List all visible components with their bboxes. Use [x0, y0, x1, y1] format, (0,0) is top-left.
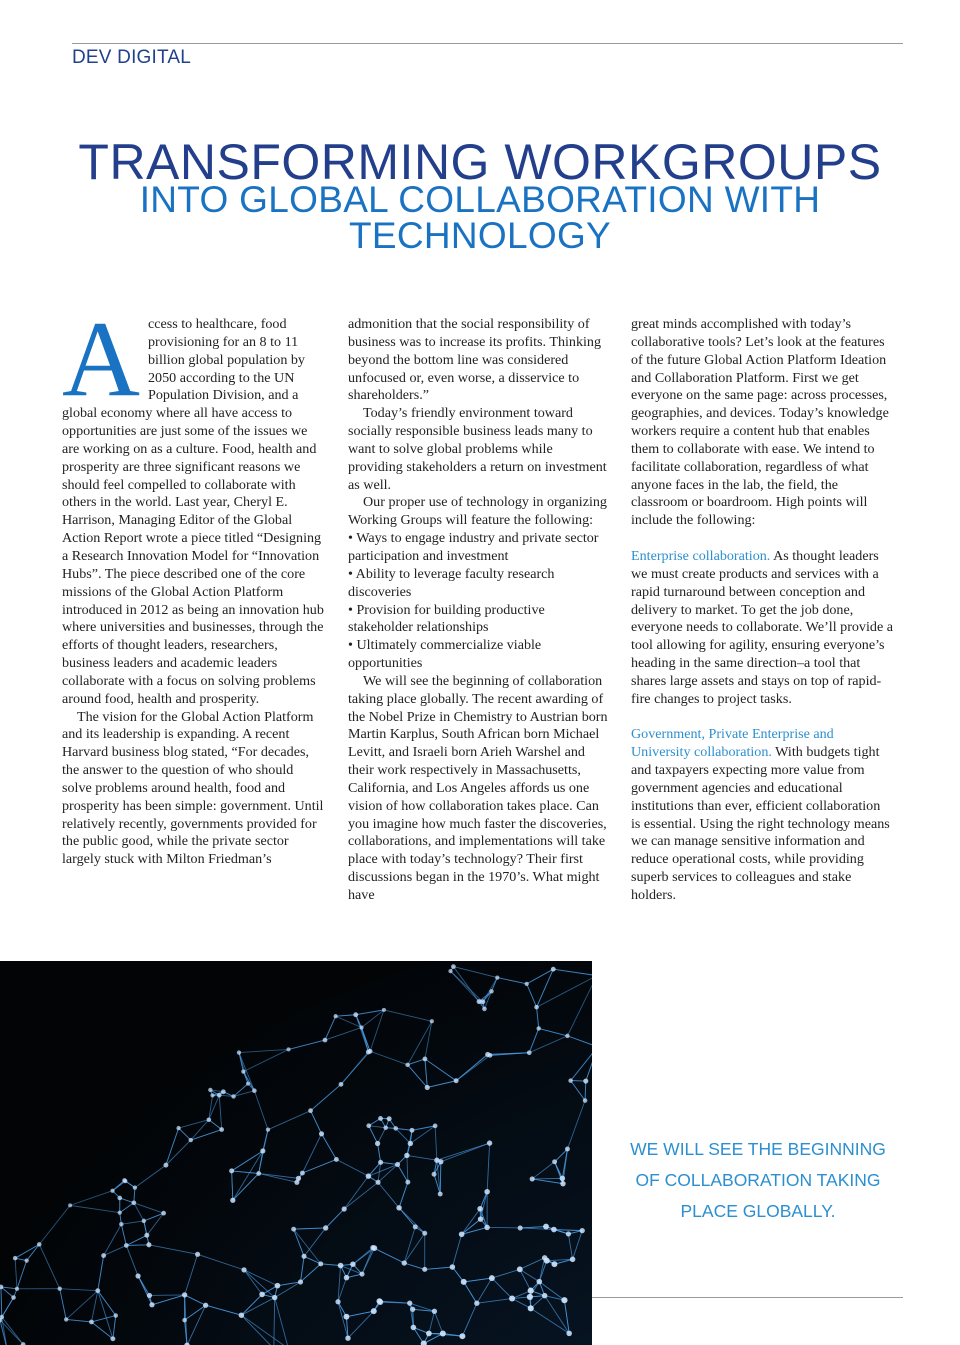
network-node: [583, 1098, 588, 1103]
header-rule: [72, 43, 903, 44]
paragraph-spacer: [631, 530, 893, 548]
network-node: [495, 975, 499, 979]
network-node: [335, 1299, 340, 1304]
network-node: [308, 1108, 313, 1113]
network-node: [527, 1294, 533, 1300]
bullet-item: • Provision for building productive stakeholder relationships: [348, 601, 545, 636]
network-node: [122, 1178, 127, 1183]
network-node: [422, 1231, 427, 1236]
network-node: [368, 1049, 373, 1054]
article-column-2: [348, 316, 611, 905]
network-node: [133, 1185, 137, 1189]
network-node: [383, 1125, 388, 1130]
network-node: [528, 1305, 534, 1311]
pull-quote-line-1: WE WILL SEE THE BEGINNING: [630, 1139, 886, 1159]
network-node: [451, 964, 456, 969]
network-node: [131, 1200, 136, 1205]
network-node: [372, 1245, 378, 1251]
network-node: [459, 1333, 465, 1339]
network-node: [484, 1225, 490, 1231]
network-node: [509, 1296, 515, 1302]
network-node: [345, 1336, 350, 1341]
paragraph: The vision for the Global Action Platform and its leadership is expanding. A recent Harvard business blog stated, “For decades, the answer to the question of who should solve problems around health, food and prosperity has been simple: government. Until relatively recently, governments provided for the public good, while the private sector largely stuck with Milton Friedman’s: [62, 708, 324, 868]
network-node: [189, 1138, 193, 1142]
network-node: [405, 1180, 410, 1185]
network-node: [518, 1225, 523, 1230]
network-node: [149, 1302, 154, 1307]
bullet-item: • Ways to engage industry and private sector participation and investment: [348, 530, 599, 564]
network-node: [147, 1293, 152, 1298]
network-node: [163, 1163, 168, 1168]
network-node: [323, 1038, 328, 1043]
network-node: [291, 1227, 296, 1232]
network-node: [144, 1233, 149, 1238]
paragraph: great minds accomplished with today’s collaborative tools? Let’s look at the features of the future Global Action Platform Ideation and Collaboration Platform. First we get everyone on the same page: across processes, geographies, and devices. Today’s knowledge workers require a content hub that enables them to collaborate with ease. We intend to facilitate collaboration, regardless of what anyone faces in the lab, the field, the classroom or boardroom. High points will include the following:: [631, 316, 889, 529]
bullet-item: • Ability to leverage faculty research discoveries: [348, 565, 555, 600]
network-node: [110, 1189, 114, 1193]
network-node: [485, 1052, 490, 1057]
network-node: [182, 1318, 187, 1323]
network-globe-image: [0, 961, 592, 1345]
network-node: [405, 1063, 410, 1068]
network-node: [359, 1271, 364, 1276]
section-label: DEV DIGITAL: [72, 47, 192, 68]
paragraph: [631, 548, 893, 709]
network-node: [454, 1078, 459, 1083]
network-node: [217, 1093, 222, 1098]
network-node: [95, 1288, 100, 1293]
paragraph: Today’s friendly environment toward socially responsible business leads many to want to solve global problems while providing stakeholders a return on investment as well.: [348, 405, 607, 493]
network-node: [438, 1159, 443, 1164]
pull-quote-line-3: PLACE GLOBALLY.: [680, 1201, 836, 1221]
network-node: [58, 1287, 62, 1291]
network-node: [583, 1078, 588, 1083]
network-node: [396, 1205, 401, 1210]
network-node: [339, 1082, 344, 1087]
network-node: [527, 1050, 532, 1055]
network-node: [551, 967, 556, 972]
network-node: [301, 1254, 306, 1259]
network-node: [11, 1295, 16, 1300]
network-node: [203, 1303, 208, 1308]
network-node: [300, 1171, 305, 1176]
page-title: TRANSFORMING WORKGROUPS: [78, 134, 882, 190]
network-node: [256, 1171, 261, 1176]
network-node: [272, 1295, 277, 1300]
network-node: [146, 1242, 151, 1247]
network-node: [246, 1082, 250, 1086]
network-node: [338, 1263, 344, 1269]
network-node: [482, 1007, 487, 1012]
network-node: [182, 1292, 187, 1297]
subheading: Enterprise collaboration.: [631, 547, 771, 564]
network-node: [430, 1019, 434, 1023]
network-node: [407, 1301, 412, 1306]
network-node: [298, 1279, 303, 1284]
network-node: [366, 1173, 371, 1178]
network-node: [114, 1313, 118, 1317]
network-node: [410, 1128, 415, 1133]
network-node: [135, 1273, 140, 1278]
network-link: [532, 1178, 562, 1179]
network-node: [210, 1093, 214, 1097]
network-node: [423, 1057, 428, 1062]
network-node: [208, 1088, 212, 1092]
network-node: [229, 1168, 234, 1173]
network-node: [375, 1141, 380, 1146]
paragraph: ccess to healthcare, food provisioning for an 8 to 11 billion global population by 2050 according to the UN Population Division, and a global economy where all have access to opportunities are just some of the issues we are working on as a culture. Food, health and prosperity are three significant reasons we should feel compelled to collaborate with others in the world. Last year, Cheryl E. Harrison, Managing Editor of the Global Action Report wrote a piece titled “Designing a Research Innovation Model for “Innovation Hubs”. The piece described one of the core missions of the Global Action Platform introduced in 2012 as being an innovation hub where universities and businesses, through the efforts of thought leaders, researchers, business leaders and academic leaders collaborate with a focus on solving problems around food, health and prosperity.: [62, 316, 324, 707]
network-node: [433, 1124, 438, 1129]
network-node: [13, 1256, 17, 1260]
network-node: [438, 1192, 443, 1197]
network-node: [450, 1264, 456, 1270]
network-node: [542, 1293, 548, 1299]
network-node: [195, 1252, 200, 1257]
network-node: [537, 1279, 543, 1285]
network-node: [318, 1261, 323, 1266]
network-node: [231, 1094, 235, 1098]
network-node: [560, 1176, 566, 1182]
network-node: [366, 1123, 371, 1128]
subheading: Government, Private Enterprise and University collaboration.: [631, 726, 834, 761]
network-node: [353, 1012, 358, 1017]
network-node: [294, 1180, 299, 1185]
network-node: [440, 1331, 446, 1337]
network-node: [568, 1078, 573, 1083]
network-node: [566, 1231, 571, 1236]
network-node: [530, 1176, 535, 1181]
network-node: [489, 1275, 495, 1281]
network-node: [319, 1131, 324, 1136]
network-node: [64, 1317, 68, 1321]
network-node: [376, 1180, 381, 1185]
network-node: [221, 1089, 226, 1094]
network-node: [395, 1162, 400, 1167]
paragraph: [631, 726, 893, 904]
network-node: [342, 1206, 347, 1211]
network-node: [25, 1258, 29, 1262]
network-node: [404, 1153, 409, 1158]
network-node: [344, 1275, 350, 1281]
network-node: [378, 1160, 383, 1165]
page-subtitle: [0, 179, 960, 256]
paragraph: Our proper use of technology in organizing Working Groups will feature the following:: [348, 494, 607, 529]
network-node: [408, 1141, 413, 1146]
network-node: [544, 1258, 550, 1264]
network-node: [230, 1198, 235, 1203]
network-node: [566, 1331, 572, 1337]
paragraph: admonition that the social responsibility of business was to increase its profits. Thinking beyond the bottom line was considered unfocused or, even worse, a disservice to shareholders.”: [348, 316, 602, 404]
network-node: [237, 1050, 241, 1054]
subtitle-line-2: TECHNOLOGY: [348, 215, 612, 256]
network-node: [487, 1140, 492, 1145]
network-node: [359, 1025, 363, 1029]
drop-cap: A: [62, 300, 140, 419]
article-column-3: [631, 316, 893, 905]
network-node: [410, 1307, 415, 1312]
paragraph: We will see the beginning of collaboration taking place globally. The recent awarding of the Nobel Prize in Chemistry to Austrian born Martin Karplus, South African born Michael Levitt, and Israeli born Arieh Warshel and their work respectively in Massachusetts, California, and Los Angeles affords us one vision of how collaboration takes place. Can you imagine how much faster the discoveries, collaborations, and implementations will take place with today’s technology? Their first discussions began in the 1970’s. What might have: [348, 672, 608, 903]
network-node: [478, 1216, 483, 1221]
network-node: [252, 1088, 257, 1093]
network-node: [239, 1312, 245, 1318]
network-node: [448, 969, 452, 973]
network-node: [118, 1210, 122, 1214]
network-node: [413, 1224, 418, 1229]
network-node: [378, 1116, 383, 1121]
network-node: [387, 1116, 392, 1121]
network-node: [402, 1260, 407, 1265]
network-node: [382, 1008, 386, 1012]
network-node: [461, 1279, 467, 1285]
network-node: [565, 1034, 569, 1038]
network-node: [570, 1257, 576, 1263]
network-node: [393, 1126, 398, 1131]
pull-quote: [612, 1134, 904, 1227]
network-node: [334, 1014, 338, 1018]
network-node: [266, 1127, 270, 1131]
network-node: [422, 1267, 427, 1272]
paragraph-spacer: [631, 709, 893, 727]
network-node: [101, 1253, 106, 1258]
network-node: [275, 1283, 281, 1289]
network-node: [543, 1224, 549, 1230]
network-node: [528, 1288, 534, 1294]
network-node: [350, 1261, 356, 1267]
network-node: [561, 1297, 567, 1303]
network-node: [37, 1242, 42, 1247]
network-node: [432, 1172, 437, 1177]
network-node: [525, 982, 529, 986]
network-node: [552, 1159, 557, 1164]
network-node: [260, 1148, 265, 1153]
network-node: [142, 1219, 146, 1223]
network-node: [241, 1267, 246, 1272]
network-node: [474, 1301, 479, 1306]
bullet-item: • Ultimately commercialize viable opportunities: [348, 637, 542, 672]
paragraph-text: As thought leaders we must create products and services with a rapid turnaround between conception and delivery to market. To get the job done, everyone needs to collaborate. We’ll provide a tool allowing for agility, ensuring everyone’s heading in the same direction–a tool that shares large assets and stays on top of rapid-fire changes to project tasks.: [631, 547, 893, 707]
network-node: [489, 989, 493, 993]
paragraph-text: With budgets tight and taxpayers expecting more value from government agencies and educational institutions than ever, efficient collaboration is essential. Using the right technology means we can manage sensitive information and reduce operational costs, while providing superb services to colleagues and stake holders.: [631, 744, 890, 903]
network-globe-graphic: [0, 961, 592, 1345]
network-link: [149, 1295, 184, 1296]
network-node: [219, 1127, 224, 1132]
network-node: [536, 1026, 540, 1030]
network-node: [124, 1243, 129, 1248]
network-node: [323, 1225, 328, 1230]
network-node: [68, 1203, 72, 1207]
network-node: [477, 1206, 483, 1212]
network-node: [534, 1005, 539, 1010]
network-node: [551, 1261, 557, 1267]
article-column-1: [62, 300, 324, 869]
network-node: [411, 1325, 417, 1331]
pull-quote-line-2: OF COLLABORATION TAKING: [635, 1170, 881, 1190]
network-node: [484, 1189, 490, 1195]
network-node: [287, 1047, 291, 1051]
network-node: [241, 1069, 245, 1073]
network-node: [89, 1320, 94, 1325]
network-node: [176, 1126, 180, 1130]
network-node: [565, 1147, 570, 1152]
network-node: [560, 1181, 565, 1186]
network-node: [259, 1292, 265, 1298]
network-node: [15, 1287, 19, 1291]
network-node: [459, 1231, 465, 1237]
network-node: [378, 1299, 384, 1305]
network-node: [161, 1211, 166, 1216]
network-node: [334, 1157, 339, 1162]
network-node: [344, 1314, 350, 1320]
network-node: [371, 1308, 377, 1314]
network-node: [110, 1336, 115, 1341]
footer-rule: [592, 1297, 903, 1298]
network-node: [119, 1222, 123, 1226]
network-node: [207, 1117, 212, 1122]
network-node: [432, 1309, 437, 1314]
network-node: [517, 1266, 523, 1272]
subtitle-line-1: INTO GLOBAL COLLABORATION WITH: [139, 179, 821, 220]
network-node: [580, 1228, 585, 1233]
network-node: [117, 1196, 122, 1201]
network-node: [551, 1227, 557, 1233]
network-node: [426, 1331, 432, 1337]
network-node: [480, 999, 485, 1004]
network-node: [425, 1085, 430, 1090]
